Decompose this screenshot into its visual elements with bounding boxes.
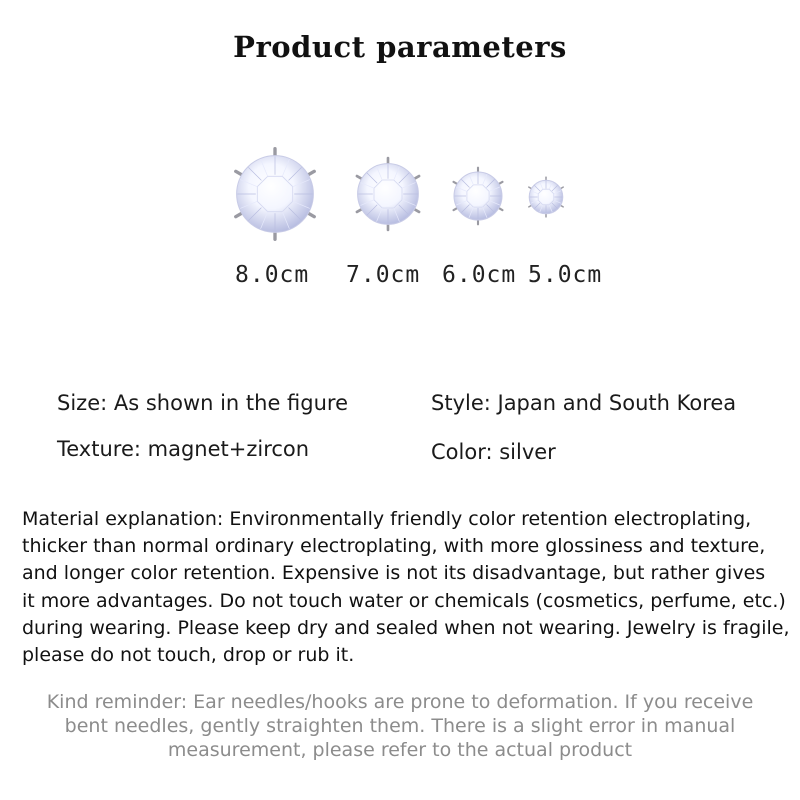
size-label-8: 8.0cm — [235, 262, 310, 288]
material-line: Material explanation: Environmentally friendly color retention electroplating, — [22, 508, 752, 530]
material-line: thicker than normal ordinary electroplating, with more glossiness and texture, — [22, 535, 766, 558]
material-line: please do not touch, drop or rub it. — [22, 644, 355, 667]
reminder-line: bent needles, gently straighten them. There is a slight error in manual — [64, 715, 736, 737]
spec-style: Style: Japan and South Korea — [431, 391, 737, 415]
material-line: and longer color retention. Expensive is not its disadvantage, but rather gives — [22, 562, 766, 585]
kind-reminder — [0, 690, 800, 762]
material-line: it more advantages. Do not touch water or chemicals (cosmetics, perfume, etc.) — [22, 589, 786, 612]
zircon-stud-6mm-icon — [448, 166, 508, 226]
size-label-7: 7.0cm — [346, 262, 421, 288]
zircon-stud-5mm-icon — [525, 176, 567, 218]
material-explanation — [22, 506, 800, 669]
spec-texture: Texture: magnet+zircon — [57, 437, 310, 461]
zircon-stud-8mm-icon — [227, 146, 323, 242]
reminder-line: measurement, please refer to the actual product — [167, 739, 633, 761]
zircon-stud-7mm-icon — [350, 156, 426, 232]
reminder-line: Kind reminder: Ear needles/hooks are prone to deformation. If you receive — [46, 691, 754, 713]
spec-color: Color: silver — [431, 440, 556, 464]
size-label-6: 6.0cm — [442, 262, 517, 288]
spec-size: Size: As shown in the figure — [57, 391, 349, 415]
material-line: during wearing. Please keep dry and sealed when not wearing. Jewelry is fragile, — [22, 616, 790, 639]
page-title: Product parameters — [233, 30, 567, 64]
size-label-5: 5.0cm — [528, 262, 603, 288]
